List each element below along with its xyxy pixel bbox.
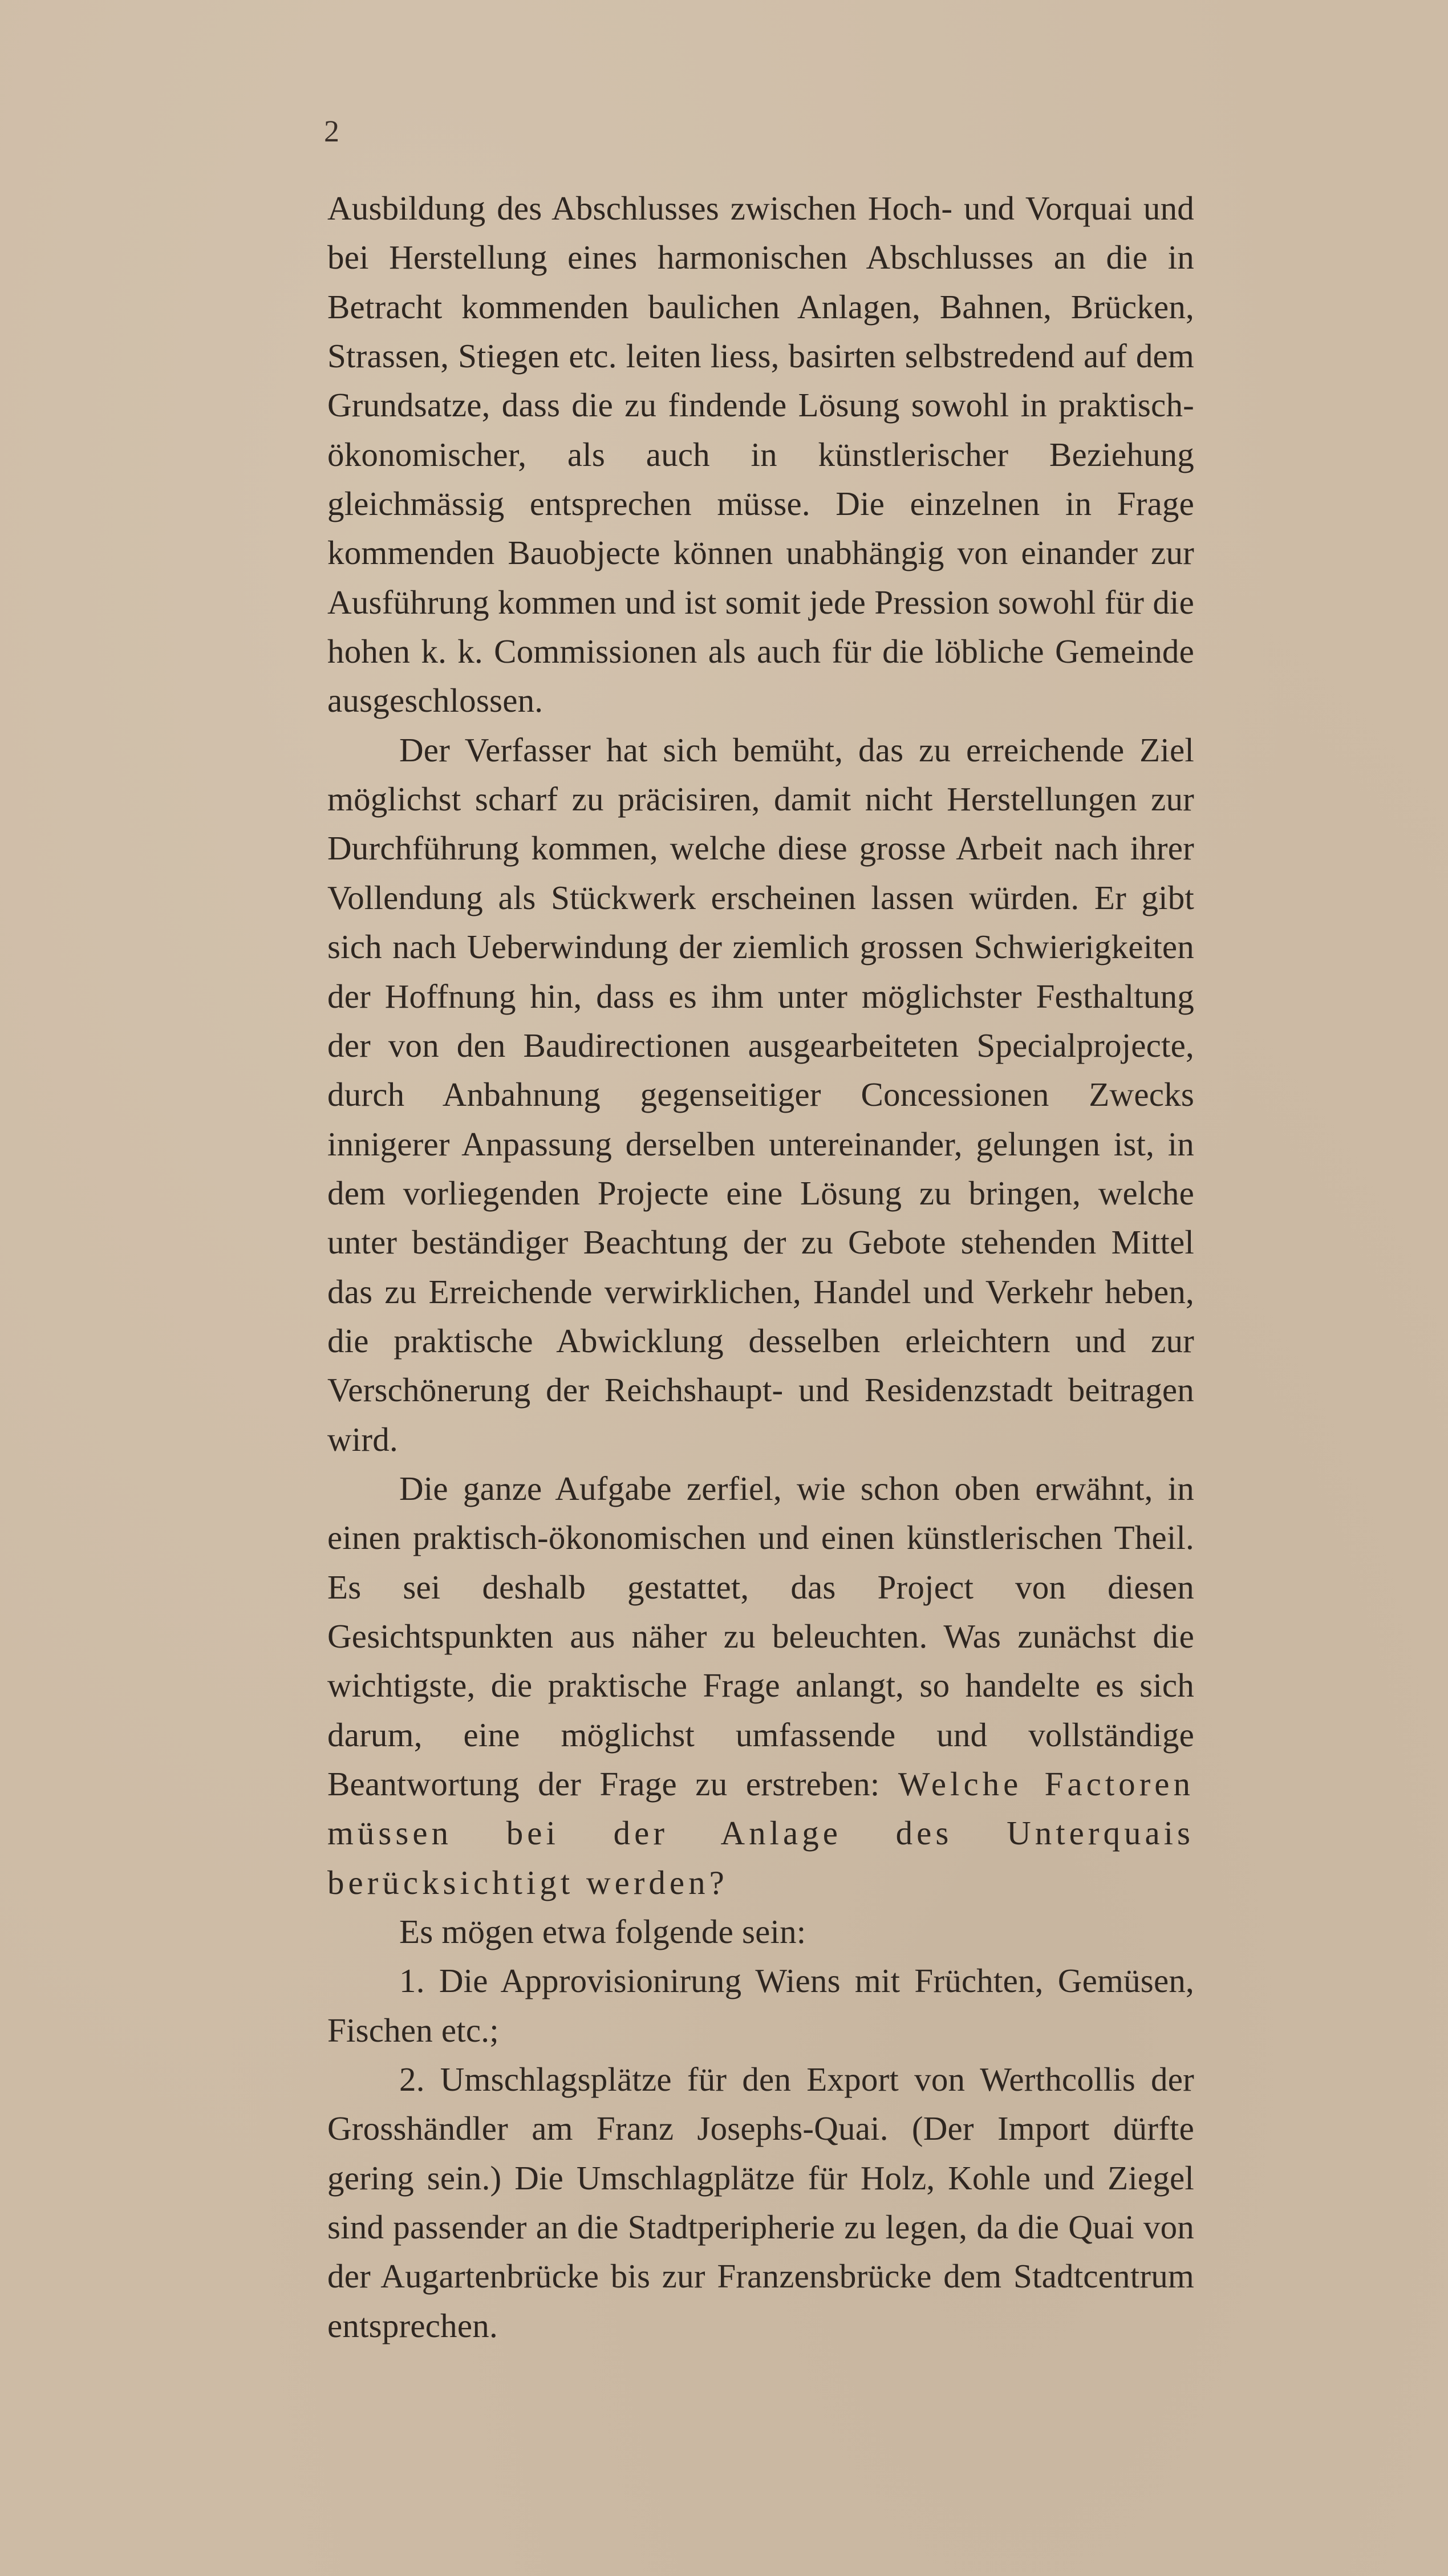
paragraph-2: Der Verfasser hat sich bemüht, das zu erreichende Ziel möglichst scharf zu präcisiren, damit nicht Herstellungen zur Durchführung kommen, welche diese grosse Arbeit nach ihrer Vollendung als Stückwerk erscheinen lassen würden. Er gibt sich nach Ueberwindung der ziemlich grossen Schwierigkeiten der Hoffnung hin, dass es ihm unter möglichster Festhaltung der von den Baudirectionen ausgearbeiteten Specialprojecte, durch Anbahnung gegenseitiger Concessionen Zwecks innigerer Anpassung derselben untereinander, gelungen ist, in dem vorliegenden Projecte eine Lösung zu bringen, welche unter beständiger Beachtung der zu Gebote stehenden Mittel das zu Erreichende verwirklichen, Handel und Verkehr heben, die praktische Abwicklung desselben erleichtern und zur Verschönerung der Reichshaupt- und Residenzstadt beitragen wird. [327,731,1194,1458]
paragraph-1: Ausbildung des Abschlusses zwischen Hoch- und Vorquai und bei Herstellung eines harmonischen Abschlusses an die in Betracht kommenden baulichen Anlagen, Bahnen, Brücken, Strassen, Stiegen etc. leiten liess, basirten selbstredend auf dem Grundsatze, dass die zu findende Lösung sowohl in praktisch-ökonomischer, als auch in künstlerischer Beziehung gleichmässig entsprechen müsse. Die einzelnen in Frage kommenden Bauobjecte können unabhängig von einander zur Ausführung kommen und ist somit jede Pression sowohl für die hohen k. k. Commissionen als auch für die löbliche Gemeinde ausgeschlossen. [327,189,1194,720]
paragraph-3 [327,1464,1194,1907]
page-number: 2 [324,114,339,148]
list-item-1: 1. Die Approvisionirung Wiens mit Früchten, Gemüsen, Fischen etc.; [327,1962,1194,2049]
body-text [327,184,1194,2350]
list-item-2: 2. Umschlagsplätze für den Export von Werthcollis der Grosshändler am Franz Josephs-Quai. (Der Import dürfte gering sein.) Die Umschlagplätze für Holz, Kohle und Ziegel sind passender an die Stadtperipherie zu legen, da die Quai von der Augartenbrücke bis zur Franzensbrücke dem Stadtcentrum entsprechen. [327,2060,1194,2344]
paragraph-3-text: Die ganze Aufgabe zerfiel, wie schon oben erwähnt, in einen praktisch-ökonomischen und einen künstlerischen Theil. Es sei deshalb gestattet, das Project von diesen Gesichtspunkten aus näher zu beleuchten. Was zunächst die wichtigste, die praktische Frage anlangt, so handelte es sich darum, eine möglichst umfassende und vollständige Beantwortung der Frage zu erstreben: [327,1469,1194,1803]
spaced-question: Welche Factoren müssen bei der Anlage des Unterquais berücksichtigt werden? [327,1765,1194,1901]
paragraph-4: Es mögen etwa folgende sein: [399,1913,806,1951]
